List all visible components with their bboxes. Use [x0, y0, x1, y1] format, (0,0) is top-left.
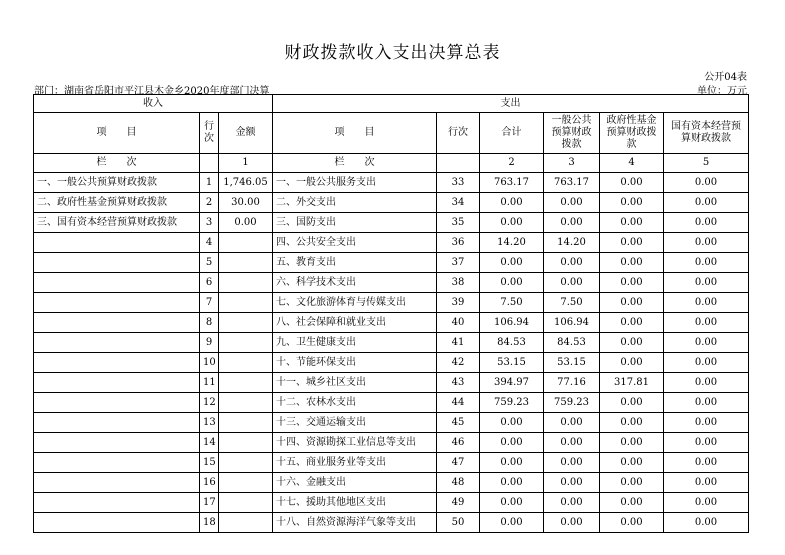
total-cell: 0.00 — [480, 213, 544, 233]
expense-item-cell: 二、外交支出 — [273, 193, 437, 213]
expense-item-header: 项 目 — [273, 113, 437, 154]
table-row — [34, 253, 749, 273]
total-cell: 0.00 — [480, 493, 544, 513]
income-amount-cell — [219, 493, 273, 513]
expense-row-no-header: 行次 — [437, 113, 480, 154]
total-cell: 0.00 — [480, 473, 544, 493]
income-row-no-header: 行次 — [200, 113, 219, 154]
state-capital-cell: 0.00 — [664, 413, 749, 433]
income-amount-cell — [219, 513, 273, 533]
general-budget-cell: 0.00 — [544, 493, 600, 513]
income-item-cell: 一、一般公共预算财政拨款 — [34, 173, 200, 193]
total-cell: 0.00 — [480, 273, 544, 293]
total-cell: 0.00 — [480, 513, 544, 533]
gov-fund-header: 政府性基金预算财政拨款 — [600, 113, 664, 154]
total-cell: 0.00 — [480, 193, 544, 213]
expense-row-no-cell: 36 — [437, 233, 480, 253]
income-amount-cell — [219, 333, 273, 353]
income-row-no-cell: 18 — [200, 513, 219, 533]
table-row — [34, 473, 749, 493]
expense-row-no-cell: 44 — [437, 393, 480, 413]
table-row — [34, 233, 749, 253]
income-amount-cell — [219, 433, 273, 453]
state-capital-cell: 0.00 — [664, 393, 749, 413]
income-amount-cell: 1,746.05 — [219, 173, 273, 193]
state-capital-cell: 0.00 — [664, 233, 749, 253]
expense-item-cell: 三、国防支出 — [273, 213, 437, 233]
expense-item-cell: 十二、农林水支出 — [273, 393, 437, 413]
expense-item-cell: 六、科学技术支出 — [273, 273, 437, 293]
table-row — [34, 433, 749, 453]
state-capital-cell: 0.00 — [664, 353, 749, 373]
expense-row-no-cell: 49 — [437, 493, 480, 513]
income-item-cell — [34, 273, 200, 293]
table-row — [34, 513, 749, 533]
col-number-2: 2 — [480, 154, 544, 173]
state-capital-cell: 0.00 — [664, 173, 749, 193]
income-row-no-cell: 15 — [200, 453, 219, 473]
income-amount-header: 金额 — [219, 113, 273, 154]
expense-item-cell: 十七、援助其他地区支出 — [273, 493, 437, 513]
income-row-no-cell: 3 — [200, 213, 219, 233]
gov-fund-cell: 0.00 — [600, 333, 664, 353]
general-budget-cell: 0.00 — [544, 433, 600, 453]
state-capital-cell: 0.00 — [664, 253, 749, 273]
income-amount-cell — [219, 353, 273, 373]
income-item-cell — [34, 473, 200, 493]
expense-row-no-cell: 41 — [437, 333, 480, 353]
state-capital-cell: 0.00 — [664, 293, 749, 313]
department-label: 部门：湖南省岳阳市平江县木金乡2020年度部门决算 — [34, 86, 270, 97]
expense-row-no-cell: 43 — [437, 373, 480, 393]
col-number-3: 3 — [544, 154, 600, 173]
income-row-no-cell: 6 — [200, 273, 219, 293]
general-budget-cell: 0.00 — [544, 193, 600, 213]
header-row-column-numbers — [34, 154, 749, 173]
income-row-no-cell: 10 — [200, 353, 219, 373]
expense-column-label: 栏 次 — [273, 154, 437, 173]
income-row-no-cell: 14 — [200, 433, 219, 453]
gov-fund-cell: 0.00 — [600, 273, 664, 293]
gov-fund-cell: 0.00 — [600, 173, 664, 193]
table-row — [34, 453, 749, 473]
gov-fund-cell: 0.00 — [600, 473, 664, 493]
state-capital-cell: 0.00 — [664, 373, 749, 393]
expense-row-no-cell: 42 — [437, 353, 480, 373]
income-item-cell — [34, 393, 200, 413]
expense-item-cell: 十四、资源勘探工业信息等支出 — [273, 433, 437, 453]
expense-item-cell: 四、公共安全支出 — [273, 233, 437, 253]
expense-item-cell: 十三、交通运输支出 — [273, 413, 437, 433]
income-item-cell: 三、国有资本经营预算财政拨款 — [34, 213, 200, 233]
gov-fund-cell: 0.00 — [600, 433, 664, 453]
general-budget-cell: 0.00 — [544, 513, 600, 533]
gov-fund-cell: 0.00 — [600, 293, 664, 313]
income-row-no-cell: 9 — [200, 333, 219, 353]
income-amount-cell — [219, 413, 273, 433]
general-budget-cell: 0.00 — [544, 453, 600, 473]
expense-row-no-cell: 45 — [437, 413, 480, 433]
income-item-cell — [34, 413, 200, 433]
expense-row-no-cell: 39 — [437, 293, 480, 313]
total-cell: 7.50 — [480, 293, 544, 313]
expense-item-cell: 十八、自然资源海洋气象等支出 — [273, 513, 437, 533]
table-row — [34, 493, 749, 513]
state-capital-cell: 0.00 — [664, 493, 749, 513]
expense-item-cell: 十、节能环保支出 — [273, 353, 437, 373]
income-amount-cell — [219, 273, 273, 293]
total-header: 合计 — [480, 113, 544, 154]
table-row — [34, 413, 749, 433]
budget-table — [33, 94, 749, 533]
expense-item-cell: 九、卫生健康支出 — [273, 333, 437, 353]
income-item-cell — [34, 253, 200, 273]
income-row-no-cell: 16 — [200, 473, 219, 493]
income-row-no-cell: 17 — [200, 493, 219, 513]
income-item-cell — [34, 493, 200, 513]
income-row-no-cell: 12 — [200, 393, 219, 413]
table-row — [34, 373, 749, 393]
expense-row-no-cell: 33 — [437, 173, 480, 193]
general-budget-cell: 77.16 — [544, 373, 600, 393]
table-row — [34, 273, 749, 293]
expense-item-cell: 七、文化旅游体育与传媒支出 — [273, 293, 437, 313]
general-budget-cell: 0.00 — [544, 473, 600, 493]
income-item-cell — [34, 293, 200, 313]
income-item-cell — [34, 513, 200, 533]
income-amount-cell — [219, 313, 273, 333]
expense-row-no-cell: 46 — [437, 433, 480, 453]
expense-item-cell: 十五、商业服务业等支出 — [273, 453, 437, 473]
income-amount-cell — [219, 393, 273, 413]
state-capital-cell: 0.00 — [664, 473, 749, 493]
total-cell: 759.23 — [480, 393, 544, 413]
income-item-cell — [34, 313, 200, 333]
table-row — [34, 333, 749, 353]
income-amount-cell: 0.00 — [219, 213, 273, 233]
state-capital-cell: 0.00 — [664, 313, 749, 333]
state-capital-header: 国有资本经营预算财政拨款 — [664, 113, 749, 154]
total-cell: 14.20 — [480, 233, 544, 253]
general-budget-header: 一般公共预算财政拨款 — [544, 113, 600, 154]
expense-row-no-cell: 34 — [437, 193, 480, 213]
income-row-no-cell: 8 — [200, 313, 219, 333]
gov-fund-cell: 0.00 — [600, 453, 664, 473]
expense-header: 支出 — [273, 95, 749, 113]
total-cell: 0.00 — [480, 253, 544, 273]
expense-row-no-cell: 48 — [437, 473, 480, 493]
general-budget-cell: 0.00 — [544, 273, 600, 293]
col-number-4: 4 — [600, 154, 664, 173]
table-row — [34, 193, 749, 213]
state-capital-cell: 0.00 — [664, 273, 749, 293]
income-item-cell — [34, 453, 200, 473]
income-amount-cell — [219, 373, 273, 393]
income-amount-cell: 30.00 — [219, 193, 273, 213]
total-cell: 0.00 — [480, 433, 544, 453]
table-row — [34, 353, 749, 373]
gov-fund-cell: 0.00 — [600, 413, 664, 433]
general-budget-cell: 0.00 — [544, 413, 600, 433]
state-capital-cell: 0.00 — [664, 433, 749, 453]
state-capital-cell: 0.00 — [664, 213, 749, 233]
general-budget-cell: 106.94 — [544, 313, 600, 333]
gov-fund-cell: 317.81 — [600, 373, 664, 393]
income-item-cell — [34, 353, 200, 373]
gov-fund-cell: 0.00 — [600, 193, 664, 213]
table-row — [34, 393, 749, 413]
gov-fund-cell: 0.00 — [600, 233, 664, 253]
total-cell: 0.00 — [480, 453, 544, 473]
income-row-no-cell: 11 — [200, 373, 219, 393]
income-amount-cell — [219, 293, 273, 313]
expense-row-no-cell: 40 — [437, 313, 480, 333]
state-capital-cell: 0.00 — [664, 193, 749, 213]
general-budget-cell: 0.00 — [544, 253, 600, 273]
general-budget-cell: 53.15 — [544, 353, 600, 373]
expense-row-no-cell: 38 — [437, 273, 480, 293]
income-row-no-cell: 4 — [200, 233, 219, 253]
total-cell: 84.53 — [480, 333, 544, 353]
state-capital-cell: 0.00 — [664, 513, 749, 533]
header-row-columns — [34, 113, 749, 154]
col-number-1: 1 — [219, 154, 273, 173]
income-amount-cell — [219, 473, 273, 493]
income-item-cell — [34, 333, 200, 353]
income-item-cell — [34, 373, 200, 393]
expense-item-cell: 五、教育支出 — [273, 253, 437, 273]
general-budget-cell: 14.20 — [544, 233, 600, 253]
gov-fund-cell: 0.00 — [600, 313, 664, 333]
unit-label: 单位：万元 — [697, 86, 747, 97]
total-cell: 394.97 — [480, 373, 544, 393]
table-row — [34, 313, 749, 333]
total-cell: 0.00 — [480, 413, 544, 433]
table-row — [34, 213, 749, 233]
income-row-no-cell: 5 — [200, 253, 219, 273]
total-cell: 106.94 — [480, 313, 544, 333]
general-budget-cell: 763.17 — [544, 173, 600, 193]
general-budget-cell: 7.50 — [544, 293, 600, 313]
state-capital-cell: 0.00 — [664, 333, 749, 353]
income-row-no-cell: 2 — [200, 193, 219, 213]
report-title: 财政拨款收入支出决算总表 — [284, 43, 501, 63]
state-capital-cell: 0.00 — [664, 453, 749, 473]
table-row — [34, 293, 749, 313]
gov-fund-cell: 0.00 — [600, 513, 664, 533]
general-budget-cell: 84.53 — [544, 333, 600, 353]
income-item-cell — [34, 233, 200, 253]
form-number: 公开04表 — [704, 72, 747, 83]
income-row-no-cell: 1 — [200, 173, 219, 193]
income-item-header: 项 目 — [34, 113, 200, 154]
expense-row-no-cell: 35 — [437, 213, 480, 233]
expense-item-cell: 十一、城乡社区支出 — [273, 373, 437, 393]
expense-item-cell: 一、一般公共服务支出 — [273, 173, 437, 193]
total-cell: 763.17 — [480, 173, 544, 193]
income-amount-cell — [219, 453, 273, 473]
income-amount-cell — [219, 233, 273, 253]
gov-fund-cell: 0.00 — [600, 493, 664, 513]
income-amount-cell — [219, 253, 273, 273]
expense-item-cell: 十六、金融支出 — [273, 473, 437, 493]
gov-fund-cell: 0.00 — [600, 353, 664, 373]
general-budget-cell: 759.23 — [544, 393, 600, 413]
expense-row-no-cell: 47 — [437, 453, 480, 473]
income-column-label: 栏 次 — [34, 154, 200, 173]
income-item-cell — [34, 433, 200, 453]
gov-fund-cell: 0.00 — [600, 213, 664, 233]
income-item-cell: 二、政府性基金预算财政拨款 — [34, 193, 200, 213]
gov-fund-cell: 0.00 — [600, 393, 664, 413]
expense-row-no-cell: 37 — [437, 253, 480, 273]
table-row — [34, 173, 749, 193]
general-budget-cell: 0.00 — [544, 213, 600, 233]
expense-item-cell: 八、社会保障和就业支出 — [273, 313, 437, 333]
col-number-5: 5 — [664, 154, 749, 173]
gov-fund-cell: 0.00 — [600, 253, 664, 273]
expense-row-no-cell: 50 — [437, 513, 480, 533]
income-row-no-cell: 13 — [200, 413, 219, 433]
header-row-sections — [34, 95, 749, 113]
total-cell: 53.15 — [480, 353, 544, 373]
income-header: 收入 — [34, 95, 273, 113]
income-row-no-cell: 7 — [200, 293, 219, 313]
